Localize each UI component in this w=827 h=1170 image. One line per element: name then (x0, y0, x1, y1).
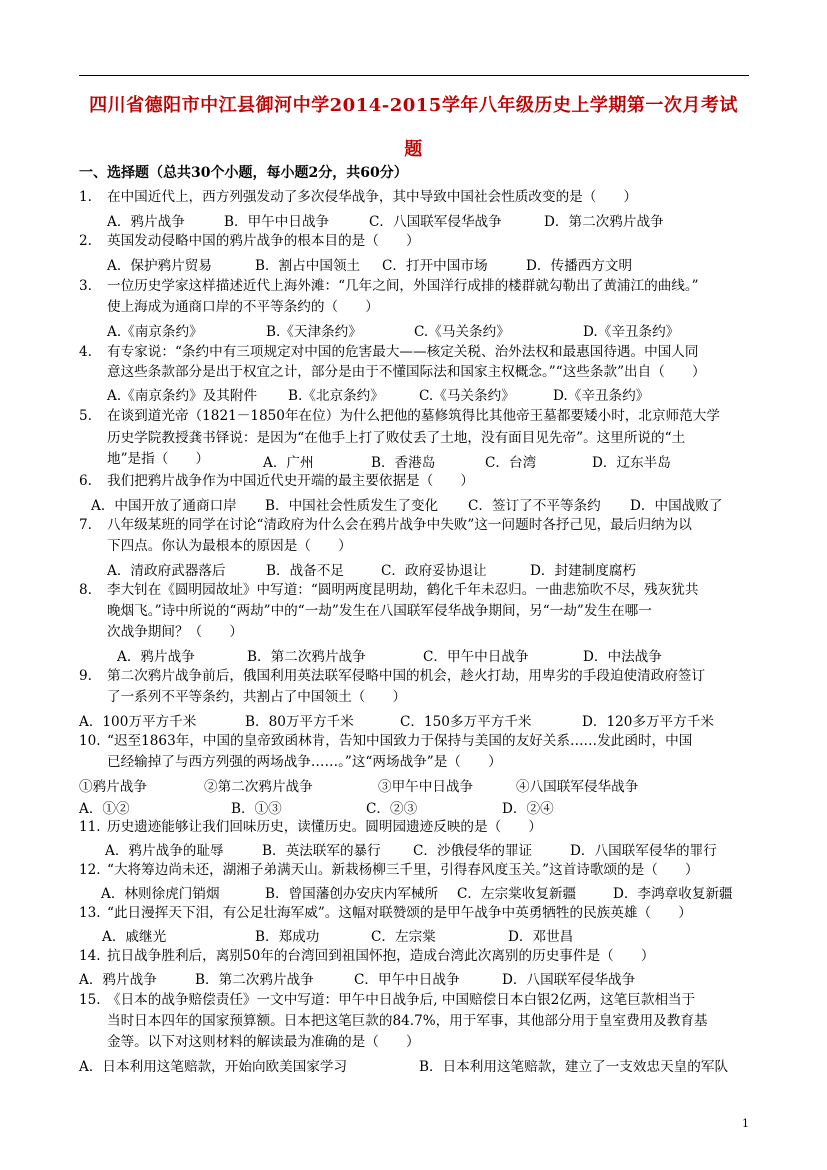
option-a: A．日本利用这笔赔款，开始向欧美国家学习 (79, 1059, 348, 1075)
option-b: B．曾国藩创办安庆内军械所 (265, 886, 439, 902)
option-a: A.《南京条约》及其附件 (107, 388, 258, 404)
option-c: C．打开中国市场 (382, 258, 488, 274)
option-d: D．120多万平方千米 (582, 714, 715, 730)
option-a: A．林则徐虎门销烟 (101, 886, 220, 902)
choice-item-2: ②第二次鸦片战争 (204, 779, 313, 795)
exam-title-line1: 四川省德阳市中江县御河中学2014-2015学年八年级历史上学期第一次月考试 (89, 95, 738, 116)
option-d: D．②④ (502, 801, 554, 817)
question-text: 当时日本四年的国家预算额。日本把这笔巨款的84.7%，用于军事，其他部分用于皇室费用及教育基 (107, 1013, 708, 1029)
question-text: 李大钊在《圆明园故址》中写道：“圆明两度昆明劫，鹤化千年未忍归。一曲悲笳吹不尽，残灰犹共 (107, 582, 699, 598)
option-a: A．鸦片战争 (107, 214, 185, 230)
question-text: 抗日战争胜利后，离别50年的台湾回到祖国怀抱，造成台湾此次离别的历史事件是（ ） (107, 948, 655, 964)
option-b: B．战备不足 (266, 563, 344, 579)
option-d: D．邓世昌 (508, 929, 574, 945)
choice-item-3: ③甲午中日战争 (378, 779, 474, 795)
option-a: A．戚继光 (102, 929, 167, 945)
option-d: D．八国联军侵华战争 (502, 972, 636, 988)
question-text: 次战争期间？（ ） (107, 624, 243, 640)
question-number: 2. (79, 233, 92, 249)
question-text: “迟至1863年，中国的皇帝致函林肯，告知中国致力于保持与美国的友好关系……发此函时，中国 (107, 733, 693, 749)
question-text: 在谈到道光帝（1821－1850年在位）为什么把他的墓修筑得比其他帝王墓都要矮小时，北京师范大学 (107, 408, 720, 424)
question-text: 晚烟飞。”诗中所说的“两劫”中的“一劫”发生在八国联军侵华战争期间，另“一劫”发生在哪一 (107, 603, 652, 619)
option-d: D.《辛丑条约》 (583, 324, 680, 340)
option-b: B．甲午中日战争 (224, 214, 330, 230)
question-text: “此日漫挥天下泪，有公足壮海军威”。这幅对联赞颂的是甲午战争中英勇牺牲的民族英雄（ ） (107, 905, 692, 921)
header-rule (79, 75, 749, 76)
option-c: C.《马关条约》 (419, 388, 515, 404)
section-heading: 一、选择题（总共30个小题，每小题2分，共60分） (79, 165, 408, 181)
option-d: D．八国联军侵华的罪行 (570, 843, 717, 859)
question-number: 9. (79, 668, 92, 684)
question-number: 14. (79, 948, 101, 964)
option-b: B．香港岛 (371, 455, 436, 471)
question-text: 历史学院教授龚书铎说：是因为“在他手上打了败仗丢了土地，没有面目见先帝”。这里所说的“土 (107, 430, 686, 446)
option-c: C．左宗棠 (371, 929, 436, 945)
question-text: 地”是指（ ） (107, 451, 210, 467)
option-a: A．鸦片战争 (79, 972, 157, 988)
question-text: 了一系列不平等条约，共割占了中国领土（ ） (107, 689, 407, 705)
option-d: D．传播西方文明 (526, 258, 633, 274)
question-text: 使上海成为通商口岸的不平等条约的（ ） (107, 299, 379, 315)
option-a: A．①② (79, 801, 130, 817)
option-b: B．中国社会性质发生了变化 (265, 498, 439, 514)
option-c: C．台湾 (485, 455, 537, 471)
choice-item-4: ④八国联军侵华战争 (516, 779, 639, 795)
option-b: B．日本利用这笔赔款，建立了一支效忠天皇的军队 (419, 1059, 729, 1075)
page-number: 1 (742, 1117, 749, 1130)
option-d: D．中法战争 (583, 649, 662, 665)
question-text: 第二次鸦片战争前后，俄国利用英法联军侵略中国的机会，趁火打劫，用卑劣的手段迫使清政府签订 (107, 668, 706, 684)
question-number: 8. (79, 582, 92, 598)
option-c: C.《马关条约》 (414, 324, 510, 340)
question-text: 一位历史学家这样描述近代上海外滩：“几年之间，外国洋行成排的楼群就勾勒出了黄浦江的曲线。” (107, 278, 699, 294)
option-b: B．第二次鸦片战争 (195, 972, 314, 988)
question-number: 5. (79, 408, 92, 424)
option-d: D．李鸿章收复新疆 (613, 886, 733, 902)
option-b: B．第二次鸦片战争 (247, 649, 366, 665)
option-d: D．中国战败了 (630, 498, 723, 514)
question-text: 《日本的战争赔偿责任》一文中写道：甲午中日战争后, 中国赔偿日本白银2亿两，这笔巨款相当于 (107, 992, 696, 1008)
option-b: B.《天津条约》 (266, 324, 362, 340)
option-b: B．割占中国领土 (255, 258, 361, 274)
question-number: 1. (79, 189, 92, 205)
question-text: 有专家说：“条约中有三项规定对中国的危害最大——核定关税、治外法权和最惠国待遇。中国人同 (107, 344, 699, 360)
question-text: 意这些条款部分是出于权宜之计，部分是由于不懂国际法和国家主权概念。”“这些条款”出自（ ） (107, 364, 706, 380)
option-c: C．②③ (366, 801, 418, 817)
option-a: A．清政府武器落后 (107, 563, 226, 579)
option-d: D．第二次鸦片战争 (544, 214, 664, 230)
option-d: D．封建制度腐朽 (530, 563, 637, 579)
option-a: A．广州 (263, 455, 314, 471)
option-b: B.《北京条约》 (288, 388, 384, 404)
option-c: C．政府妥协退让 (381, 563, 487, 579)
question-text: “大将筹边尚未还，湖湘子弟满天山。新栽杨柳三千里，引得春风度玉关。”这首诗歌颂的是（ ） (107, 862, 699, 878)
question-text: 下四点。你认为最根本的原因是（ ） (107, 538, 352, 554)
question-text: 八年级某班的同学在讨论“清政府为什么会在鸦片战争中失败”这一问题时各抒己见，最后归纳为以 (107, 517, 692, 533)
question-number: 10. (79, 733, 101, 749)
option-a: A．中国开放了通商口岸 (91, 498, 237, 514)
option-a: A．保护鸦片贸易 (107, 258, 212, 274)
option-b: B．80万平方千米 (245, 714, 354, 730)
question-number: 7. (79, 517, 92, 533)
option-c: C．八国联军侵华战争 (369, 214, 502, 230)
option-c: C．150多万平方千米 (400, 714, 532, 730)
question-number: 12. (79, 862, 101, 878)
option-c: C．左宗棠收复新疆 (457, 886, 577, 902)
option-a: A．100万平方千米 (79, 714, 197, 730)
question-text: 在中国近代上，西方列强发动了多次侵华战争，其中导致中国社会性质改变的是（ ） (107, 189, 638, 205)
option-c: C．签订了不平等条约 (468, 498, 601, 514)
question-text: 金等。以下对这则材料的解读最为准确的是（ ） (107, 1034, 420, 1050)
question-text: 我们把鸦片战争作为中国近代史开端的最主要依据是（ ） (107, 473, 475, 489)
option-d: D．辽东半岛 (592, 455, 671, 471)
option-c: C．甲午中日战争 (423, 649, 529, 665)
option-c: C．沙俄侵华的罪证 (413, 843, 533, 859)
question-number: 13. (79, 905, 101, 921)
option-c: C．甲午中日战争 (354, 972, 460, 988)
option-b: B．英法联军的暴行 (262, 843, 381, 859)
option-b: B．①③ (231, 801, 282, 817)
option-a: A．鸦片战争的耻辱 (105, 843, 224, 859)
choice-item-1: ①鸦片战争 (79, 779, 147, 795)
option-a: A.《南京条约》 (107, 324, 203, 340)
option-a: A．鸦片战争 (117, 649, 195, 665)
question-number: 6. (79, 473, 92, 489)
exam-title-line2: 题 (404, 139, 423, 160)
question-number: 11. (79, 819, 101, 835)
question-text: 历史遗迹能够让我们回味历史，读懂历史。圆明园遗迹反映的是（ ） (107, 819, 542, 835)
question-text: 已经输掉了与西方列强的两场战争……。”这“两场战争”是（ ） (107, 754, 502, 770)
question-number: 3. (79, 278, 92, 294)
question-number: 4. (79, 344, 92, 360)
question-text: 英国发动侵略中国的鸦片战争的根本目的是（ ） (107, 233, 420, 249)
option-d: D.《辛丑条约》 (553, 388, 650, 404)
option-b: B．郑成功 (255, 929, 320, 945)
question-number: 15. (79, 992, 101, 1008)
